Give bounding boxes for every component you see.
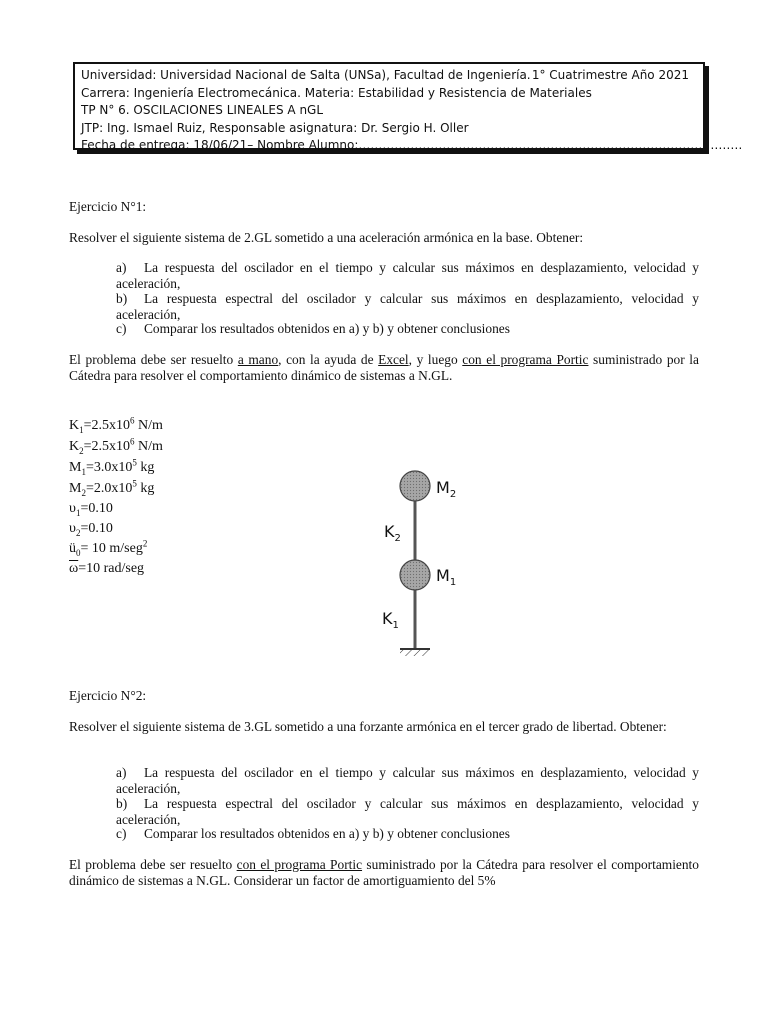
note-emphasis-portic: con el programa Portic (462, 352, 589, 367)
label-m2: $M_2$ (436, 478, 457, 500)
exercise-2-item-c (116, 826, 699, 842)
note-text: El problema debe ser resuelto (69, 857, 237, 872)
param-frequency: $\overline{\omega}=10$ rad/seg (69, 561, 145, 576)
note-emphasis-portic: con el programa Portic (236, 857, 363, 872)
mass-1-circle (400, 560, 430, 590)
exercise-2-note (69, 857, 699, 888)
header-staff: JTP: Ing. Ismael Ruiz, Responsable asignatura: Dr. Sergio H. Oller (81, 120, 469, 135)
param-base-acceleration: $ü_0= 10$ m/seg$^2$ (69, 538, 148, 558)
item-label: b) (116, 796, 128, 811)
two-dof-system-diagram (370, 462, 490, 662)
exercise-1-item-b (116, 291, 699, 322)
item-label: c) (116, 321, 127, 336)
item-text: La respuesta del oscilador en el tiempo y calcular sus máximos en desplazamiento, velocidad y aceleración, (116, 765, 699, 796)
item-label: c) (116, 826, 127, 841)
param-k2: $K_2=2.5x10^6$ N/m (69, 436, 163, 456)
exercise-1-item-c (116, 321, 699, 337)
exercise-1-intro: Resolver el siguiente sistema de 2.GL sometido a una aceleración armónica en la base. Obtener: (69, 230, 584, 245)
param-m1: $M_1=3.0x10^5$ kg (69, 457, 155, 477)
ground-hatch (400, 650, 430, 656)
note-text: suministrado por la Cátedra para resolver el comportamiento dinámico de sistemas a N.GL. Considerar un factor de amortiguamiento del 5% (69, 857, 699, 888)
param-m2: $M_2=2.0x10^5$ kg (69, 478, 155, 498)
param-damping-2: $\upsilon_2=0.10$ (69, 521, 113, 538)
item-text: Comparar los resultados obtenidos en a) y b) y obtener conclusiones (144, 826, 510, 841)
header-university: Universidad: Universidad Nacional de Salta (UNSa), Facultad de Ingeniería. (81, 68, 531, 82)
exercise-2-title: Ejercicio N°2: (69, 688, 147, 703)
header-due-date: Fecha de entrega: 18/06/21– Nombre Alumno:…………………………………………………………………………………… (81, 138, 743, 152)
item-text: La respuesta espectral del oscilador y calcular sus máximos en desplazamiento, velocidad y aceleración, (116, 291, 699, 322)
item-text: La respuesta espectral del oscilador y calcular sus máximos en desplazamiento, velocidad y aceleración, (116, 796, 699, 827)
exercise-2-intro: Resolver el siguiente sistema de 3.GL sometido a una forzante armónica en el tercer grado de libertad. Obtener: (69, 719, 667, 734)
item-text: La respuesta del oscilador en el tiempo y calcular sus máximos en desplazamiento, velocidad y aceleración, (116, 260, 699, 291)
note-emphasis-excel: Excel (378, 352, 409, 367)
exercise-1-note (69, 352, 699, 383)
exercise-1-item-a (116, 260, 699, 291)
item-label: a) (116, 765, 127, 780)
note-text: suministrado por la Cátedra para resolver el comportamiento dinámico de sistemas a N.GL. (69, 352, 699, 383)
label-k1: $K_1$ (382, 609, 399, 631)
header-career: Carrera: Ingeniería Electromecánica. Materia: Estabilidad y Resistencia de Materiales (81, 85, 592, 100)
note-text: El problema debe ser resuelto (69, 352, 238, 367)
header-term: 1° Cuatrimestre Año 2021 (531, 68, 689, 82)
header-box (73, 62, 743, 152)
label-k2: $K_2$ (384, 522, 401, 544)
note-text: , y luego (408, 352, 463, 367)
exercise-2-item-a (116, 765, 699, 796)
param-damping-1: $\upsilon_1=0.10$ (69, 501, 113, 518)
exercise-1-title: Ejercicio N°1: (69, 199, 147, 214)
item-label: a) (116, 260, 127, 275)
note-text: , con la ayuda de (278, 352, 379, 367)
item-label: b) (116, 291, 128, 306)
header-line-1 (81, 67, 703, 85)
mass-2-circle (400, 471, 430, 501)
note-emphasis-a-mano: a mano (237, 352, 279, 367)
label-m1: $M_1$ (436, 566, 457, 588)
exercise-2-item-b (116, 796, 699, 827)
item-text: Comparar los resultados obtenidos en a) y b) y obtener conclusiones (144, 321, 510, 336)
header-tp-title: TP N° 6. OSCILACIONES LINEALES A nGL (81, 103, 324, 117)
param-k1: $K_1=2.5x10^6$ N/m (69, 415, 163, 435)
